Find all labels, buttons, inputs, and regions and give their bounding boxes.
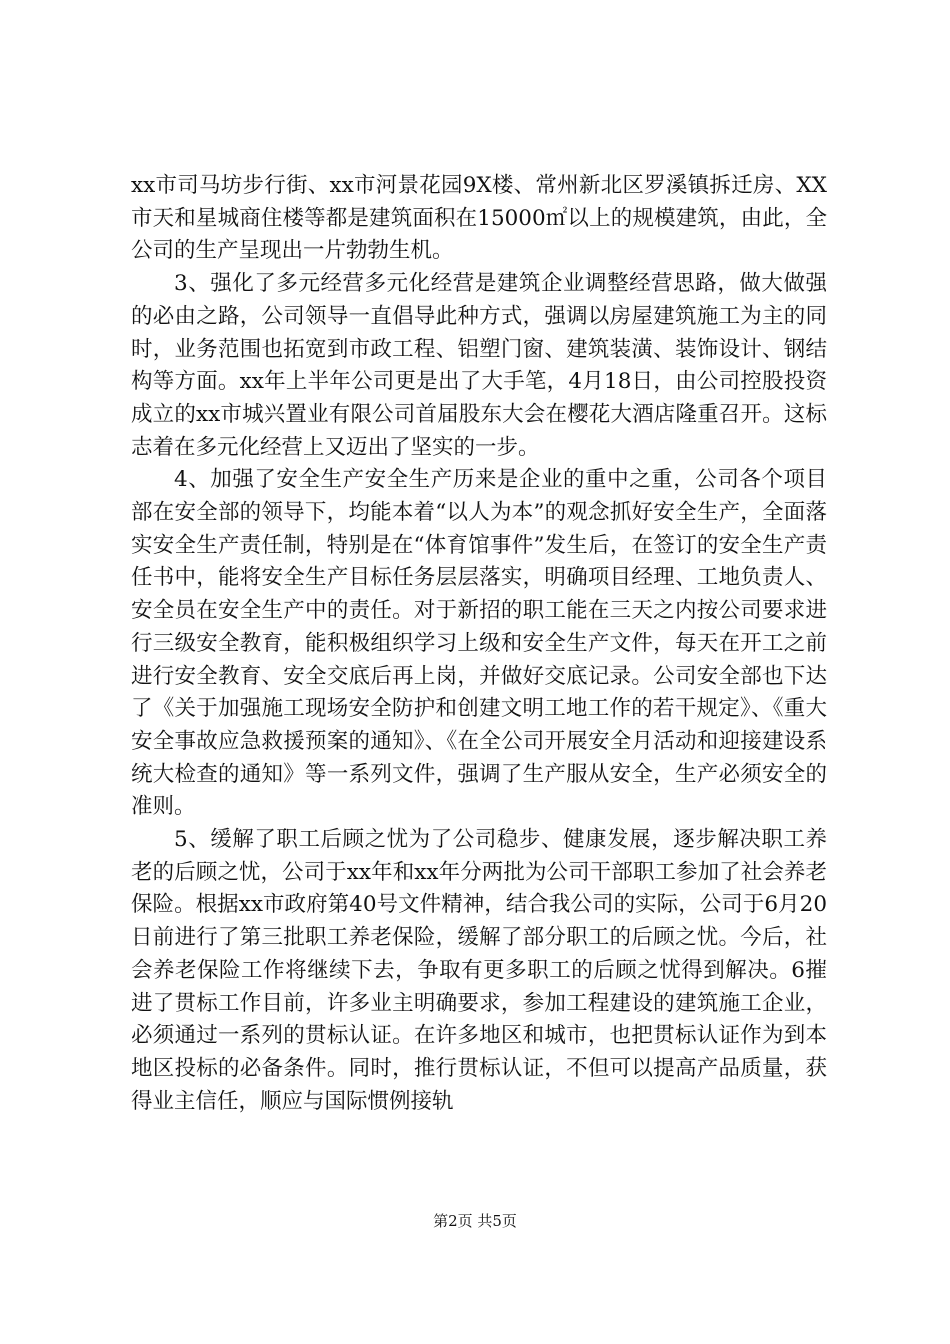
paragraph-continuation: xx市司马坊步行街、xx市河景花园9X楼、常州新北区罗溪镇拆迁房、XX市天和星城商住楼等都是建筑面积在15000㎡以上的规模建筑，由此，全公司的生产呈现出一片勃勃生机。 bbox=[131, 173, 827, 264]
page-number-footer: 第2页 共5页 bbox=[433, 1212, 517, 1230]
paragraph-safety-production: 4、加强了安全生产安全生产历来是企业的重中之重，公司各个项目部在安全部的领导下，均能本着“以人为本”的观念抓好安全生产，全面落实安全生产责任制，特别是在“体育馆事件”发生后，在签订的安全生产责任书中，能将安全生产目标任务层层落实，明确项目经理、工地负责人、安全员在安全生产中的责任。对于新招的职工能在三天之内按公司要求进行三级安全教育，能积极组织学习上级和安全生产文件，每天在开工之前进行安全教育、安全交底后再上岗，并做好交底记录。公司安全部也下达了《关于加强施工现场安全防护和创建文明工地工作的若干规定》、《重大安全事故应急救援预案的通知》、《在全公司开展安全月活动和迎接建设系统大检查的通知》等一系列文件，强调了生产服从安全，生产必须安全的准则。 bbox=[131, 467, 827, 820]
paragraph-employee-pension: 5、缓解了职工后顾之忧为了公司稳步、健康发展，逐步解决职工养老的后顾之忧，公司于xx年和xx年分两批为公司干部职工参加了社会养老保险。根据xx市政府第40号文件精神，结合我公司的实际，公司于6月20日前进行了第三批职工养老保险，缓解了部分职工的后顾之忧。今后，社会养老保险工作将继续下去，争取有更多职工的后顾之忧得到解决。6摧进了贯标工作目前，许多业主明确要求，参加工程建设的建筑施工企业，必须通过一系列的贯标认证。在许多地区和城市，也把贯标认证作为到本地区投标的必备条件。同时，推行贯标认证，不但可以提高产品质量，获得业主信任，顺应与国际惯例接轨 bbox=[131, 827, 827, 1114]
paragraph-diversified-operations: 3、强化了多元经营多元化经营是建筑企业调整经营思路，做大做强的必由之路，公司领导一直倡导此种方式，强调以房屋建筑施工为主的同时，业务范围也拓宽到市政工程、铝塑门窗、建筑装潢、装饰设计、钢结构等方面。xx年上半年公司更是出了大手笔，4月18日，由公司控股投资成立的xx市城兴置业有限公司首届股东大会在樱花大酒店隆重召开。这标志着在多元化经营上又迈出了坚实的一步。 bbox=[131, 271, 827, 460]
document-body bbox=[131, 170, 827, 1118]
